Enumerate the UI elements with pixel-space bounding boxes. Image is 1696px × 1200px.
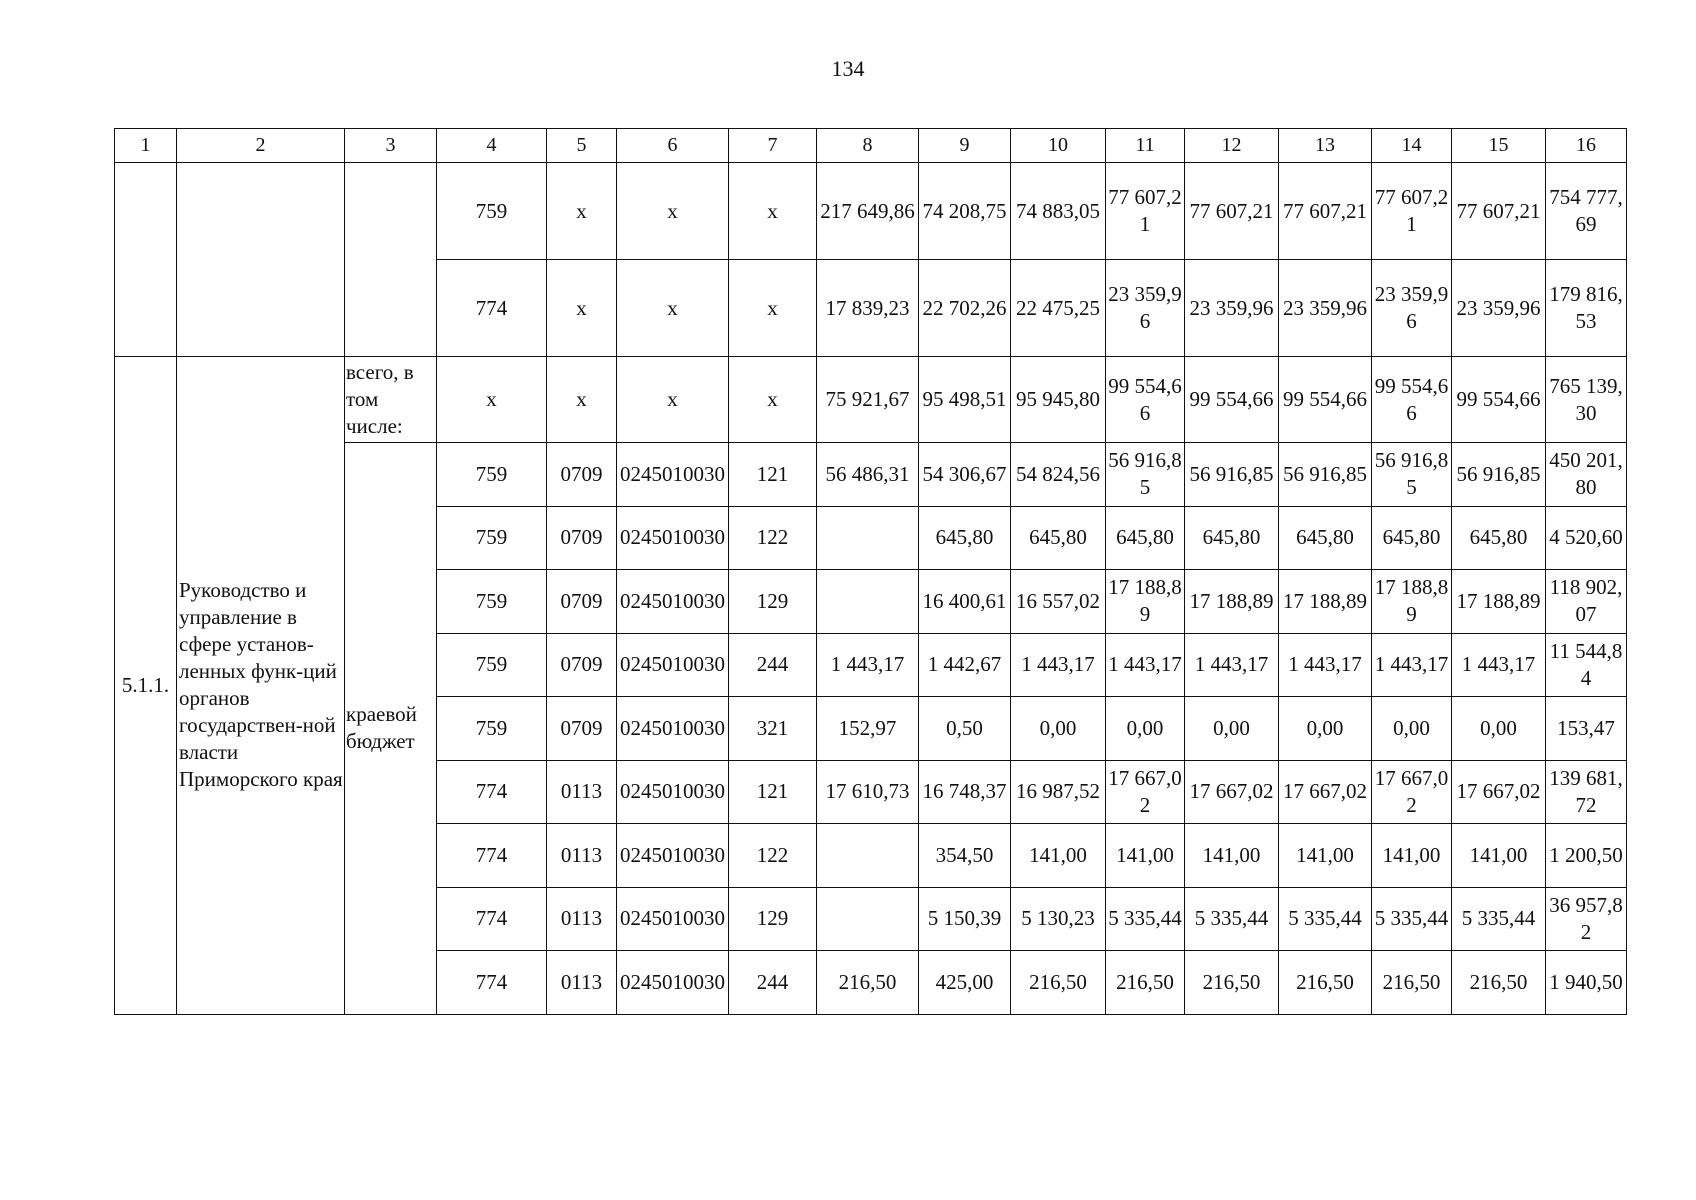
table-cell: 23 359,96: [1452, 260, 1546, 357]
table-cell: 22 702,26: [919, 260, 1011, 357]
table-cell: 121: [729, 443, 817, 507]
section-name: Руководство и управление в сфере установ-ленных функ-ций органов государствен-ной власти Приморского края: [177, 357, 345, 1015]
table-cell: 122: [729, 824, 817, 888]
table-cell: 56 916,85: [1279, 443, 1372, 507]
header-cell: 12: [1185, 129, 1279, 163]
header-cell: 1: [115, 129, 177, 163]
table-cell: 141,00: [1011, 824, 1106, 888]
table-cell: 77 607,21: [1452, 163, 1546, 260]
table-cell: 139 681,72: [1546, 760, 1627, 824]
table-cell: 54 306,67: [919, 443, 1011, 507]
table-cell: 141,00: [1372, 824, 1452, 888]
table-cell: 759: [437, 697, 547, 761]
table-cell: 0709: [547, 633, 617, 697]
table-cell: 129: [729, 887, 817, 951]
empty-cell: [345, 163, 437, 357]
table-cell: 17 667,02: [1106, 760, 1185, 824]
table-cell: 645,80: [919, 506, 1011, 570]
table-cell: 217 649,86: [817, 163, 919, 260]
table-cell: 0,00: [1279, 697, 1372, 761]
table-cell: 23 359,96: [1106, 260, 1185, 357]
table-cell: 0,00: [1372, 697, 1452, 761]
table-cell: 75 921,67: [817, 357, 919, 443]
table-cell: 759: [437, 633, 547, 697]
table-cell: 450 201,80: [1546, 443, 1627, 507]
table-cell: 0,00: [1452, 697, 1546, 761]
table-cell: 11 544,84: [1546, 633, 1627, 697]
table-cell: 321: [729, 697, 817, 761]
table-cell: 759: [437, 443, 547, 507]
budget-label: краевой бюджет: [345, 443, 437, 1015]
table-cell: 244: [729, 633, 817, 697]
header-cell: 16: [1546, 129, 1627, 163]
table-cell: 425,00: [919, 951, 1011, 1015]
table-cell: 99 554,66: [1279, 357, 1372, 443]
table-cell: 0113: [547, 887, 617, 951]
header-cell: 8: [817, 129, 919, 163]
table-cell: 759: [437, 570, 547, 634]
table-cell: 1 940,50: [1546, 951, 1627, 1015]
table-cell: 141,00: [1452, 824, 1546, 888]
header-cell: 4: [437, 129, 547, 163]
table-cell: 0709: [547, 697, 617, 761]
table-cell: 0245010030: [617, 633, 729, 697]
table-cell: 5 335,44: [1452, 887, 1546, 951]
table-cell: 129: [729, 570, 817, 634]
table-cell: 77 607,21: [1106, 163, 1185, 260]
table-cell: 77 607,21: [1279, 163, 1372, 260]
table-cell: x: [729, 357, 817, 443]
table-cell: 141,00: [1106, 824, 1185, 888]
table-cell: 0,00: [1106, 697, 1185, 761]
table-cell: 0709: [547, 443, 617, 507]
table-cell: 54 824,56: [1011, 443, 1106, 507]
table-cell: 1 200,50: [1546, 824, 1627, 888]
table-cell: 0245010030: [617, 443, 729, 507]
table-cell: 16 400,61: [919, 570, 1011, 634]
table-cell: 1 443,17: [1279, 633, 1372, 697]
table-cell: 23 359,96: [1372, 260, 1452, 357]
table-cell: 99 554,66: [1372, 357, 1452, 443]
empty-cell: [177, 163, 345, 357]
table-cell: 0709: [547, 506, 617, 570]
table-cell: 645,80: [1279, 506, 1372, 570]
table-cell: 56 916,85: [1185, 443, 1279, 507]
header-cell: 6: [617, 129, 729, 163]
table-cell: 17 667,02: [1452, 760, 1546, 824]
table-cell: 17 188,89: [1372, 570, 1452, 634]
table-cell: 216,50: [1452, 951, 1546, 1015]
header-cell: 2: [177, 129, 345, 163]
table-cell: 216,50: [1279, 951, 1372, 1015]
table-cell: 1 443,17: [1185, 633, 1279, 697]
table-cell: 5 150,39: [919, 887, 1011, 951]
header-cell: 10: [1011, 129, 1106, 163]
table-cell: 118 902,07: [1546, 570, 1627, 634]
table-cell: 122: [729, 506, 817, 570]
table-cell: 0,00: [1011, 697, 1106, 761]
table-cell: 17 839,23: [817, 260, 919, 357]
total-row: [115, 357, 1627, 443]
section-number: 5.1.1.: [115, 357, 177, 1015]
table-cell: 645,80: [1372, 506, 1452, 570]
table-cell: 17 188,89: [1279, 570, 1372, 634]
table-cell: 774: [437, 760, 547, 824]
table-cell: 1 442,67: [919, 633, 1011, 697]
header-row: [115, 129, 1627, 163]
table-cell: 17 667,02: [1185, 760, 1279, 824]
table-cell: 216,50: [1372, 951, 1452, 1015]
table-cell: 1 443,17: [1011, 633, 1106, 697]
table-cell: 5 335,44: [1372, 887, 1452, 951]
table-cell: x: [617, 260, 729, 357]
table-cell: 5 130,23: [1011, 887, 1106, 951]
table-cell: x: [437, 357, 547, 443]
table-cell: 153,47: [1546, 697, 1627, 761]
table-cell: 99 554,66: [1452, 357, 1546, 443]
table-cell: 774: [437, 951, 547, 1015]
table-cell: [817, 570, 919, 634]
table-cell: 645,80: [1011, 506, 1106, 570]
table-cell: x: [617, 163, 729, 260]
table-cell: 17 610,73: [817, 760, 919, 824]
table-cell: 99 554,66: [1185, 357, 1279, 443]
table-cell: 121: [729, 760, 817, 824]
table-cell: 774: [437, 824, 547, 888]
table-cell: 216,50: [1106, 951, 1185, 1015]
table-cell: 0245010030: [617, 570, 729, 634]
table-cell: 0113: [547, 824, 617, 888]
table-cell: x: [729, 260, 817, 357]
table-cell: 17 667,02: [1372, 760, 1452, 824]
table-cell: 0,50: [919, 697, 1011, 761]
table-cell: 5 335,44: [1279, 887, 1372, 951]
table-cell: 0113: [547, 760, 617, 824]
table-cell: 0245010030: [617, 697, 729, 761]
table-cell: 645,80: [1106, 506, 1185, 570]
table-cell: 244: [729, 951, 817, 1015]
table-cell: 1 443,17: [1372, 633, 1452, 697]
table-cell: 56 486,31: [817, 443, 919, 507]
table-cell: 0245010030: [617, 760, 729, 824]
table-cell: x: [547, 357, 617, 443]
table-cell: 141,00: [1279, 824, 1372, 888]
table-cell: 36 957,82: [1546, 887, 1627, 951]
table-cell: 216,50: [817, 951, 919, 1015]
table-cell: 77 607,21: [1185, 163, 1279, 260]
table-cell: 216,50: [1185, 951, 1279, 1015]
table-cell: 645,80: [1452, 506, 1546, 570]
table-cell: 95 498,51: [919, 357, 1011, 443]
table-cell: 354,50: [919, 824, 1011, 888]
header-cell: 15: [1452, 129, 1546, 163]
header-cell: 5: [547, 129, 617, 163]
table-cell: 5 335,44: [1185, 887, 1279, 951]
table-cell: 0245010030: [617, 824, 729, 888]
table-cell: 95 945,80: [1011, 357, 1106, 443]
table-cell: x: [547, 163, 617, 260]
table-cell: 0245010030: [617, 887, 729, 951]
table-cell: 56 916,85: [1372, 443, 1452, 507]
table-cell: 23 359,96: [1185, 260, 1279, 357]
table-cell: 1 443,17: [1106, 633, 1185, 697]
table-cell: 77 607,21: [1372, 163, 1452, 260]
table-cell: 765 139,30: [1546, 357, 1627, 443]
page-number: 134: [831, 56, 865, 81]
header-cell: 7: [729, 129, 817, 163]
table-cell: 74 883,05: [1011, 163, 1106, 260]
table-cell: 5 335,44: [1106, 887, 1185, 951]
table-cell: 22 475,25: [1011, 260, 1106, 357]
table-cell: 16 748,37: [919, 760, 1011, 824]
header-cell: 3: [345, 129, 437, 163]
table-cell: 0245010030: [617, 951, 729, 1015]
table-cell: 17 667,02: [1279, 760, 1372, 824]
table-cell: 17 188,89: [1106, 570, 1185, 634]
table-cell: 645,80: [1185, 506, 1279, 570]
table-cell: 0,00: [1185, 697, 1279, 761]
table-cell: 74 208,75: [919, 163, 1011, 260]
table-cell: [817, 506, 919, 570]
table-cell: 99 554,66: [1106, 357, 1185, 443]
empty-cell: [115, 163, 177, 357]
table-cell: [817, 824, 919, 888]
table-cell: 179 816,53: [1546, 260, 1627, 357]
table-cell: 152,97: [817, 697, 919, 761]
table-cell: 774: [437, 260, 547, 357]
table-cell: 0245010030: [617, 506, 729, 570]
table-cell: 0113: [547, 951, 617, 1015]
header-cell: 14: [1372, 129, 1452, 163]
table-cell: 17 188,89: [1185, 570, 1279, 634]
budget-table: [114, 128, 1627, 1015]
table-cell: 141,00: [1185, 824, 1279, 888]
table-cell: x: [617, 357, 729, 443]
table-cell: 0709: [547, 570, 617, 634]
total-label: всего, в том числе:: [345, 357, 437, 443]
table-cell: 216,50: [1011, 951, 1106, 1015]
table-cell: 754 777,69: [1546, 163, 1627, 260]
table-cell: x: [729, 163, 817, 260]
table-cell: 56 916,85: [1106, 443, 1185, 507]
table-cell: 759: [437, 506, 547, 570]
table-cell: 23 359,96: [1279, 260, 1372, 357]
header-cell: 9: [919, 129, 1011, 163]
table-cell: [817, 887, 919, 951]
table-cell: 16 987,52: [1011, 760, 1106, 824]
table-cell: x: [547, 260, 617, 357]
header-cell: 11: [1106, 129, 1185, 163]
table-cell: 16 557,02: [1011, 570, 1106, 634]
table-cell: 56 916,85: [1452, 443, 1546, 507]
header-cell: 13: [1279, 129, 1372, 163]
table-cell: 1 443,17: [1452, 633, 1546, 697]
table-row: [115, 163, 1627, 260]
table-cell: 17 188,89: [1452, 570, 1546, 634]
table-cell: 1 443,17: [817, 633, 919, 697]
table-cell: 759: [437, 163, 547, 260]
table-cell: 4 520,60: [1546, 506, 1627, 570]
table-cell: 774: [437, 887, 547, 951]
